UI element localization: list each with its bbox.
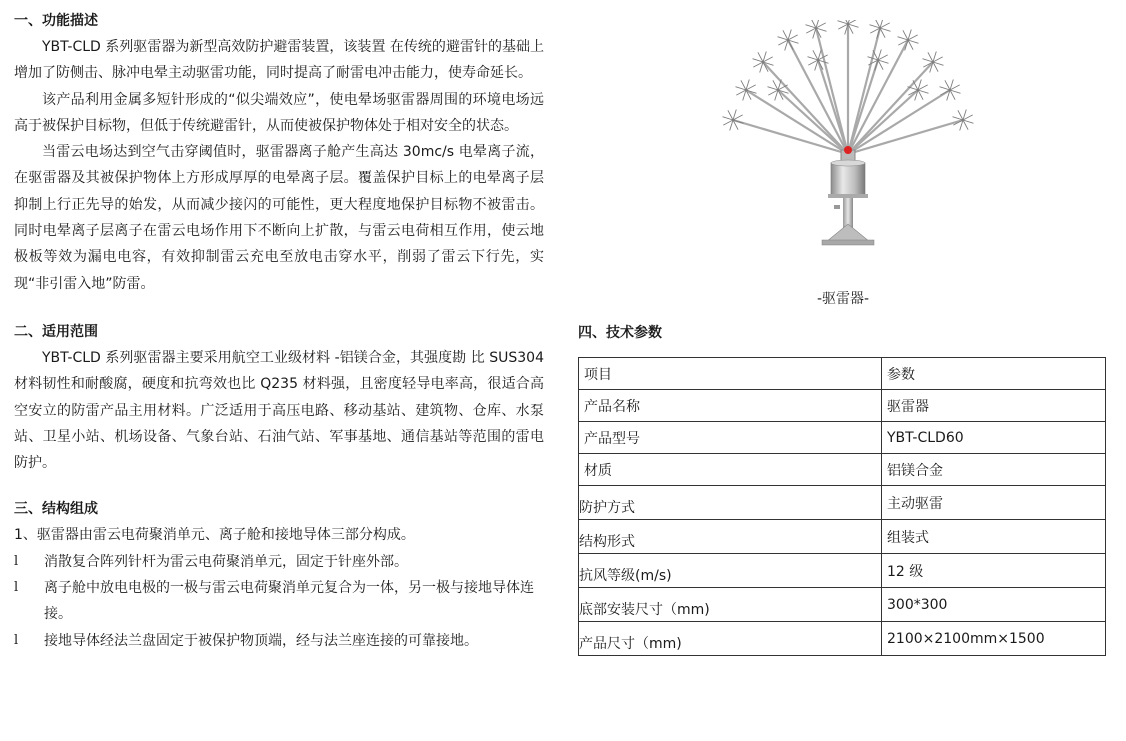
structure-intro: 1、驱雷器由雷云电荷聚消单元、离子舱和接地导体三部分构成。 — [14, 527, 415, 544]
table-cell: 驱雷器 — [882, 390, 1106, 422]
table-cell: 参数 — [882, 358, 1106, 390]
lightning-dissipator-image — [718, 20, 978, 260]
table-cell: 项目 — [579, 358, 882, 390]
paragraph: 当雷云电场达到空气击穿阈值时，驱雷器离子舱产生高达 30mc/s 电晕离子流，在驱雷器及其被保护物体上方形成厚厚的电晕离子层。覆盖保护目标上的电晕离子层抑制上行正先导的始发，从而减少接闪的可能性，更大程度地保护目标物不被雷击。同时电晕离子层离子在雷云电场作用下不断向上扩散，与雷云电荷相互作用，使云地极板等效为漏电电容，有效抑制雷云充电至放电击穿水平，削弱了雷云下行先，实现“非引雷入地”防雷。 — [14, 144, 544, 292]
section-heading-function: 一、功能描述 — [14, 13, 98, 29]
bullet-mark: l — [14, 580, 19, 596]
table-cell: 12 级 — [882, 554, 1106, 588]
table-cell: 防护方式 — [579, 486, 882, 520]
table-cell: 抗风等级(m/s) — [579, 554, 882, 588]
table-cell: 300*300 — [882, 588, 1106, 622]
table-cell: 底部安装尺寸（mm) — [579, 588, 882, 622]
table-row — [579, 390, 1106, 422]
table-cell: 铝镁合金 — [882, 454, 1106, 486]
table-row — [579, 486, 1106, 520]
table-cell: 产品型号 — [579, 422, 882, 454]
table-row — [579, 520, 1106, 554]
table-cell: 结构形式 — [579, 520, 882, 554]
table-cell: 产品尺寸（mm) — [579, 622, 882, 656]
spec-table — [578, 357, 1106, 656]
table-cell: 2100×2100mm×1500 — [882, 622, 1106, 656]
section-heading-specs: 四、技术参数 — [578, 325, 662, 341]
bullet-mark: l — [14, 632, 19, 648]
table-row — [579, 422, 1106, 454]
section-heading-structure: 三、结构组成 — [14, 501, 98, 518]
table-row — [579, 588, 1106, 622]
table-row — [579, 554, 1106, 588]
paragraph: YBT-CLD 系列驱雷器主要采用航空工业级材料 -铝镁合金，其强度勘 比 SUS304 材料韧性和耐酸腐，硬度和抗弯效也比 Q235 材料强，且密度轻导电率高，很适合高空安立的防雷产品主用材料。广泛适用于高压电路、移动基站、建筑物、仓库、水泵站、卫星小站、机场设备、气象台站、石油气站、军事基地、通信基站等范围的雷电防护。 — [14, 349, 544, 472]
table-cell: 主动驱雷 — [882, 486, 1106, 520]
table-row — [579, 622, 1106, 656]
list-item: l 消散复合阵列针杆为雷云电荷聚消单元，固定于针座外部。 — [14, 549, 544, 575]
image-caption: -驱雷器- — [816, 291, 870, 307]
paragraph: YBT-CLD 系列驱雷器为新型高效防护避雷装置，该装置 在传统的避雷针的基础上增加了防侧击、脉冲电晕主动驱雷功能，同时提高了耐雷电冲击能力，使寿命延长。 — [14, 39, 544, 82]
list-item: l 离子舱中放电电极的一极与雷云电荷聚消单元复合为一体，另一极与接地导体连接。 — [14, 575, 544, 628]
table-cell: 材质 — [579, 454, 882, 486]
table-row — [579, 454, 1106, 486]
left-column — [14, 8, 544, 654]
section-heading-scope: 二、适用范围 — [14, 323, 98, 340]
table-cell: YBT-CLD60 — [882, 422, 1106, 454]
table-row — [579, 358, 1106, 390]
bullet-mark: l — [14, 553, 19, 569]
table-cell: 组装式 — [882, 520, 1106, 554]
list-item: l 接地导体经法兰盘固定于被保护物顶端，经与法兰座连接的可靠接地。 — [14, 628, 544, 654]
table-cell: 产品名称 — [579, 390, 882, 422]
paragraph: 该产品利用金属多短针形成的“似尖端效应”，使电晕场驱雷器周围的环境电场远高于被保护目标物，但低于传统避雷针，从而使被保护物体处于相对安全的状态。 — [14, 91, 544, 134]
